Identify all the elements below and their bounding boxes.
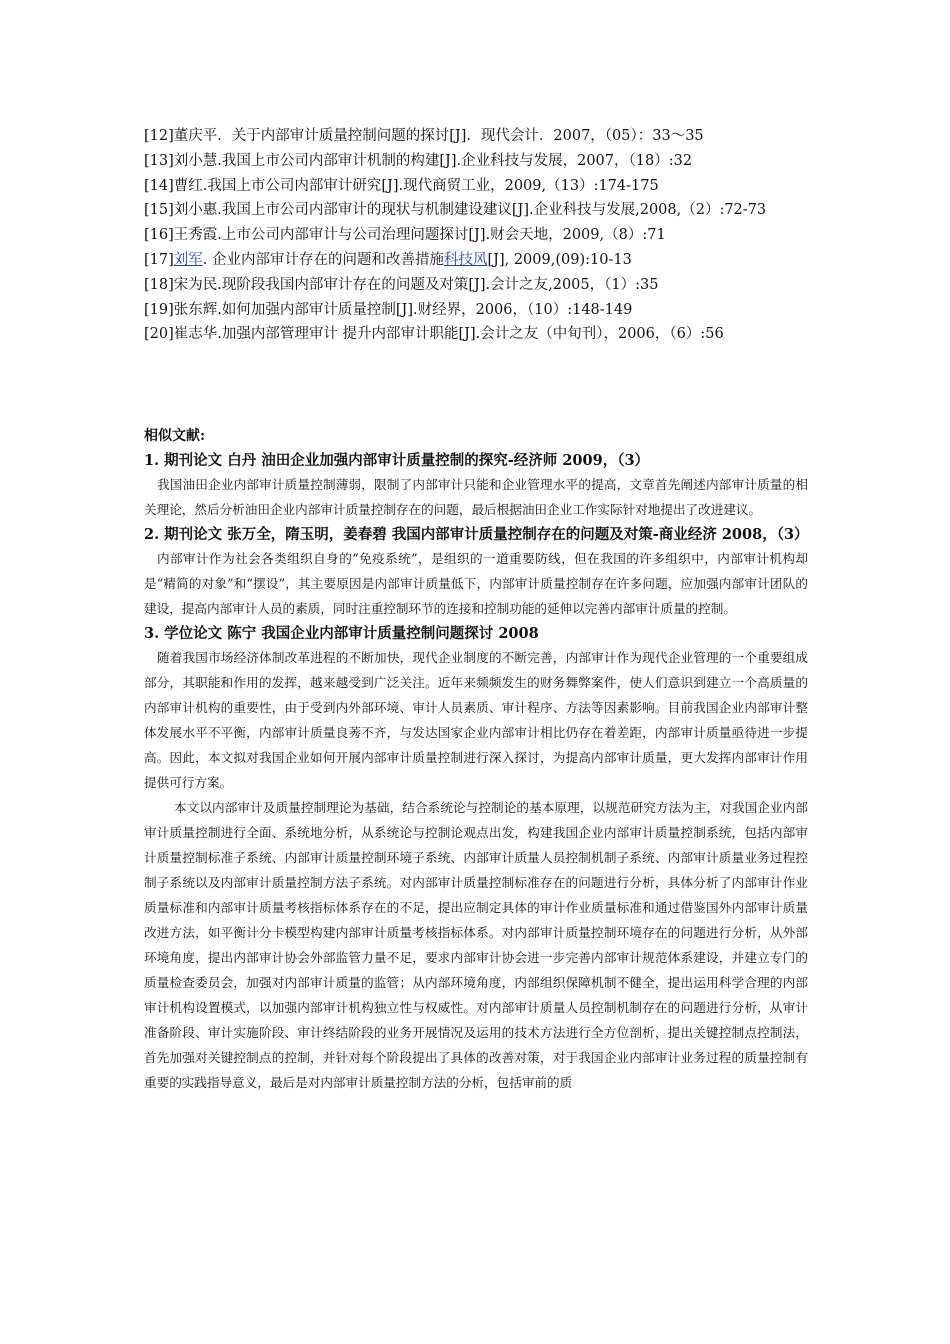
section-gap [144, 347, 808, 425]
reference-item: [16]王秀霞.上市公司内部审计与公司治理问题探讨[J].财会天地，2009,（8）:71 [144, 227, 666, 244]
similar-item [144, 623, 808, 1095]
reference-list [144, 124, 808, 347]
similar-item-heading[interactable]: 3. 学位论文 陈宁 我国企业内部审计质量控制问题探讨 2008 [144, 625, 539, 643]
reference-item: [15]刘小惠.我国上市公司内部审计的现状与机制建设建议[J].企业科技与发展,2008,（2）:72-73 [144, 202, 767, 219]
similar-item-abstract: 本文以内部审计及质量控制理论为基础，结合系统论与控制论的基本原理，以规范研究方法为主，对我国企业内部审计质量控制进行全面、系统地分析，从系统论与控制论观点出发，构建我国企业内部审计质量控制系统，包括内部审计质量控制标准子系统、内部审计质量控制环境子系统、内部审计质量人员控制机制子系统、内部审计质量业务过程控制子系统以及内部审计质量控制方法子系统。对内部审计质量控制标准存在的问题进行分析，具体分析了内部审计作业质量标准和内部审计质量考核指标体系存在的不足，提出应制定具体的审计作业质量标准和通过借鉴国外内部审计质量改进方法，如平衡计分卡模型构建内部审计质量考核指标体系。对内部审计质量控制环境存在的问题进行分析，从外部环境角度，提出内部审计协会外部监管力量不足，要求内部审计协会进一步完善内部审计规范体系建设，并建立专门的质量检查委员会，加强对内部审计质量的监管；从内部环境角度，内部组织保障机制不健全，提出运用科学合理的内部审计机构设置模式，以加强内部审计机构独立性与权威性。对内部审计质量人员控制机制存在的问题进行分析，从审计准备阶段、审计实施阶段、审计终结阶段的业务开展情况及运用的技术方法进行全方位剖析，提出关键控制点控制法，首先加强对关键控制点的控制，并针对每个阶段提出了具体的改善对策，对于我国企业内部审计业务过程的质量控制有重要的实践指导意义，最后是对内部审计质量控制方法的分析，包括审前的质 [144, 800, 808, 1091]
similar-item-abstract: 随着我国市场经济体制改革进程的不断加快，现代企业制度的不断完善，内部审计作为现代企业管理的一个重要组成部分，其职能和作用的发挥，越来越受到广泛关注。近年来频频发生的财务舞弊案件，使人们意识到建立一个高质量的内部审计机构的重要性，由于受到内外部环境、审计人员素质、审计程序、方法等因素影响。目前我国企业内部审计整体发展水平不平衡，内部审计质量良莠不齐，与发达国家企业内部审计相比仍存在着差距，内部审计质量亟待进一步提高。因此，本文拟对我国企业如何开展内部审计质量控制进行深入探讨，为提高内部审计质量，更大发挥内部审计作用提供可行方案。 [144, 650, 808, 791]
journal-link[interactable]: 科技风 [443, 251, 488, 268]
similar-item [144, 450, 808, 522]
author-link[interactable]: 刘军 [173, 251, 203, 268]
reference-item: [20]崔志华.加强内部管理审计 提升内部审计职能[J].会计之友（中旬刊），2006，（6）:56 [144, 326, 724, 343]
similar-literature-title: 相似文献: [144, 428, 206, 445]
ref17-title: . 企业内部审计存在的问题和改善措施 [202, 251, 444, 268]
reference-item: [13]刘小慧.我国上市公司内部审计机制的构建[J].企业科技与发展，2007，（18）:32 [144, 152, 693, 169]
reference-item: [14]曹红.我国上市公司内部审计研究[J].现代商贸工业，2009,（13）:174-175 [144, 177, 659, 194]
similar-item-heading[interactable]: 1. 期刊论文 白丹 油田企业加强内部审计质量控制的探究-经济师 2009，（3） [144, 452, 650, 470]
document-page [144, 124, 808, 1095]
reference-item-17 [144, 248, 808, 273]
reference-item: [19]张东辉.如何加强内部审计质量控制[J].财经界，2006，（10）:148-149 [144, 301, 633, 318]
similar-item-heading[interactable]: 2. 期刊论文 张万全，隋玉明，姜春碧 我国内部审计质量控制存在的问题及对策-商业经济 2008，（3） [144, 526, 809, 544]
similar-item-abstract: 内部审计作为社会各类组织自身的“免疫系统”，是组织的一道重要防线，但在我国的许多组织中，内部审计机构却是“精简的对象”和“摆设”，其主要原因是内部审计质量低下，内部审计质量控制存在许多问题，应加强内部审计团队的建设，提高内部审计人员的素质，同时注重控制环节的连接和控制功能的延伸以完善内部审计质量的控制。 [144, 551, 808, 617]
reference-item: [12]董庆平．关于内部审计质量控制问题的探讨[J]．现代会计．2007，（05）：33～35 [144, 128, 704, 144]
similar-item-abstract: 我国油田企业内部审计质量控制薄弱，限制了内部审计只能和企业管理水平的提高，文章首先阐述内部审计质量的相关理论，然后分析油田企业内部审计质量控制存在的问题，最后根据油田企业工作实际针对地提出了改进建议。 [144, 477, 808, 518]
similar-item [144, 524, 808, 621]
reference-item: [18]宋为民.现阶段我国内部审计存在的问题及对策[J].会计之友,2005，（1）:35 [144, 276, 659, 293]
ref17-suffix: [J], 2009,(09):10-13 [487, 251, 632, 268]
ref17-prefix: [17] [144, 251, 174, 268]
